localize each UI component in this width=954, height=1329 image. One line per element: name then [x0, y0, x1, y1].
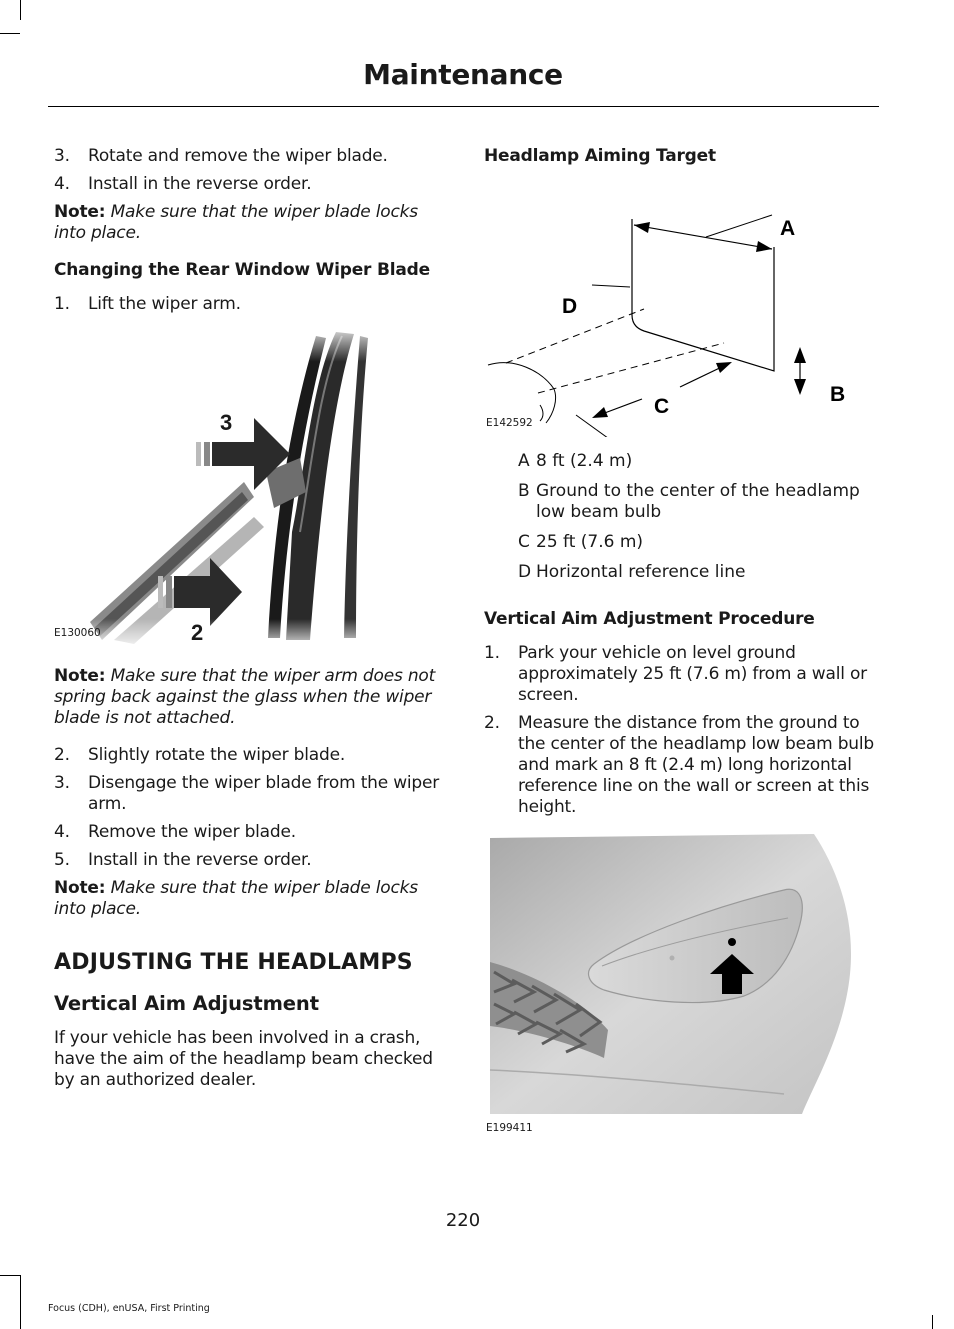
aiming-target-figure	[484, 167, 876, 452]
note: Note: Make sure that the wiper blade locks into place.	[54, 878, 418, 919]
legend-row: A 8 ft (2.4 m)	[518, 451, 633, 471]
figure-id: E199411	[486, 1122, 533, 1134]
crop-mark-bottom-right-v1	[932, 1315, 933, 1329]
list-item: 2. Measure the distance from the ground to the center of the headlamp low beam bulb and mark an 8 ft (2.4 m) long horizontal reference line on the wall or screen at this height.	[484, 713, 874, 817]
list-item: 4. Remove the wiper blade.	[54, 822, 296, 842]
footer-text: Focus (CDH), enUSA, First Printing	[48, 1303, 210, 1314]
list-item: 1. Lift the wiper arm.	[54, 294, 241, 314]
legend-row: B Ground to the center of the headlamp low beam bulb	[518, 481, 860, 522]
procedure-heading: Vertical Aim Adjustment Procedure	[484, 609, 815, 629]
legend	[484, 451, 876, 583]
note: Note: Make sure that the wiper blade locks into place.	[54, 202, 418, 243]
label-a: A	[780, 217, 796, 240]
crop-mark-top-left-v	[20, 0, 21, 20]
header-rule	[48, 106, 879, 107]
left-column	[54, 146, 448, 1091]
legend-row: D Horizontal reference line	[518, 562, 746, 582]
list-item: 4. Install in the reverse order.	[54, 174, 312, 194]
list-item: 3. Rotate and remove the wiper blade.	[54, 146, 388, 166]
headlamp-figure	[484, 834, 876, 1154]
rear-wiper-heading: Changing the Rear Window Wiper Blade	[54, 260, 430, 280]
crop-mark-bottom-left-v	[20, 1275, 21, 1329]
page-title: Maintenance	[363, 58, 563, 91]
list-item: 5. Install in the reverse order.	[54, 850, 312, 870]
page-number: 220	[445, 1210, 481, 1231]
figure-id: E142592	[486, 417, 533, 429]
target-heading: Headlamp Aiming Target	[484, 146, 716, 166]
wiper-illustration	[54, 322, 448, 652]
figure-id: E130060	[54, 627, 101, 639]
rear-wiper-figure	[54, 322, 448, 652]
sub-heading: Vertical Aim Adjustment	[54, 992, 319, 1015]
headlamp-illustration	[484, 834, 876, 1134]
crop-mark-top-left-h	[0, 33, 20, 34]
aiming-diagram	[484, 167, 876, 437]
callout-3: 3	[220, 410, 233, 435]
right-column	[484, 146, 876, 1154]
list-item: 2. Slightly rotate the wiper blade.	[54, 745, 346, 765]
list-item: 3. Disengage the wiper blade from the wiper arm.	[54, 773, 440, 814]
intro-paragraph: If your vehicle has been involved in a crash, have the aim of the headlamp beam checked by an authorized dealer.	[54, 1028, 433, 1090]
note: Note: Make sure that the wiper arm does not spring back against the glass when the wiper blade is not attached.	[54, 666, 436, 728]
callout-2: 2	[191, 620, 204, 645]
crop-mark-bottom-left-h	[0, 1275, 20, 1276]
label-b: B	[830, 383, 846, 406]
section-heading: ADJUSTING THE HEADLAMPS	[54, 950, 413, 975]
label-c: C	[654, 395, 670, 418]
label-d: D	[562, 295, 578, 318]
list-item: 1. Park your vehicle on level ground approximately 25 ft (7.6 m) from a wall or screen.	[484, 643, 867, 705]
legend-row: C 25 ft (7.6 m)	[518, 532, 644, 552]
